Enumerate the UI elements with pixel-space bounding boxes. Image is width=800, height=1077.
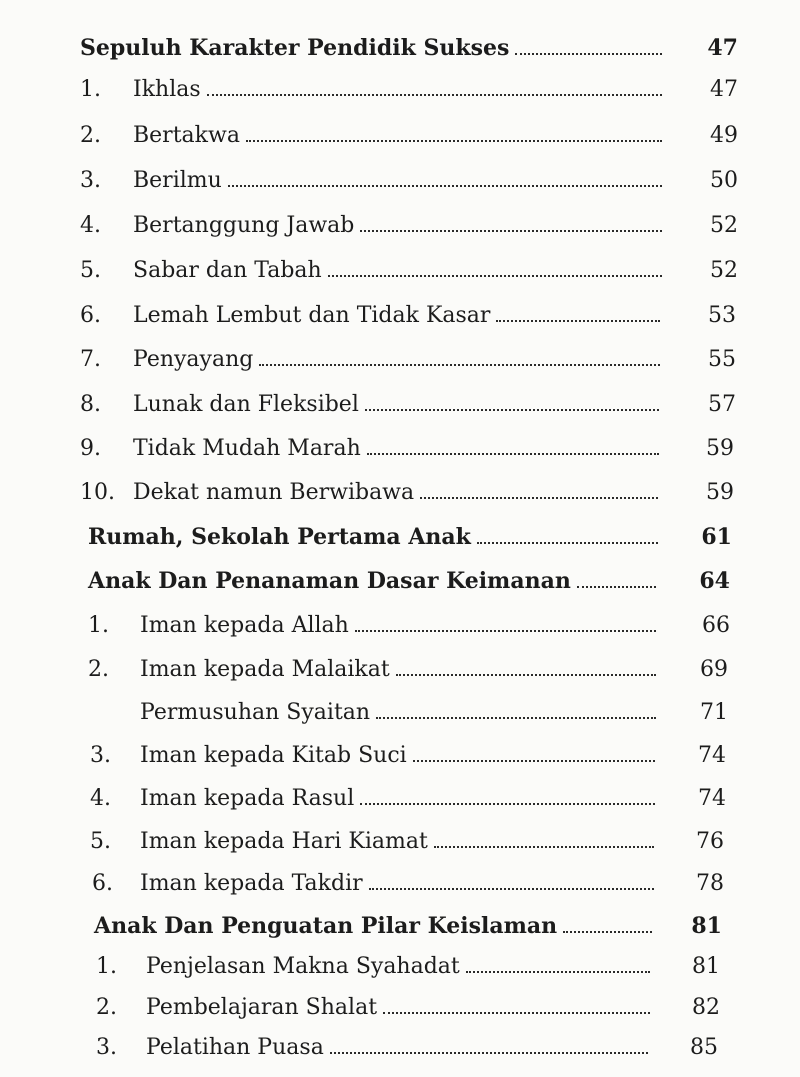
entry-title-line xyxy=(133,161,662,201)
page-number: 64 xyxy=(699,568,730,594)
toc-entry-row[interactable] xyxy=(0,736,800,776)
entry-number: 5. xyxy=(90,829,111,854)
entry-number: 8. xyxy=(80,392,101,417)
entry-number: 10. xyxy=(80,480,115,505)
dot-leader xyxy=(496,318,660,322)
toc-entry-row[interactable] xyxy=(0,1028,800,1068)
entry-title-line xyxy=(133,70,662,110)
dot-leader xyxy=(355,628,656,632)
entry-title: Iman kepada Kitab Suci xyxy=(140,743,407,768)
entry-title: Berilmu xyxy=(133,168,222,193)
toc-entry-row[interactable] xyxy=(0,947,800,987)
toc-entry-row[interactable] xyxy=(0,864,800,904)
entry-title: Iman kepada Rasul xyxy=(140,786,355,811)
entry-title-line xyxy=(140,822,654,862)
toc-entry-row[interactable] xyxy=(0,988,800,1028)
entry-number: 3. xyxy=(96,1035,117,1060)
toc-entry-row[interactable] xyxy=(0,70,800,110)
dot-leader xyxy=(420,495,658,499)
toc-entry-row[interactable] xyxy=(0,340,800,380)
entry-title: Penyayang xyxy=(133,347,254,372)
entry-title-line xyxy=(140,693,656,733)
page-number: 49 xyxy=(710,123,738,148)
dot-leader xyxy=(360,228,662,232)
entry-title: Dekat namun Berwibawa xyxy=(133,480,415,505)
toc-entry-row[interactable] xyxy=(0,116,800,156)
page-number: 74 xyxy=(698,743,726,768)
entry-title: Iman kepada Malaikat xyxy=(140,657,390,682)
entry-title-line xyxy=(133,473,658,513)
entry-title-line xyxy=(94,906,652,946)
page-number: 57 xyxy=(708,392,736,417)
toc-heading-row[interactable] xyxy=(0,517,800,557)
dot-leader xyxy=(360,801,655,805)
entry-title-line xyxy=(146,988,650,1028)
entry-title-line xyxy=(133,296,660,336)
entry-title-line xyxy=(88,561,656,601)
page-number: 50 xyxy=(710,168,738,193)
dot-leader xyxy=(376,715,656,719)
page-number: 52 xyxy=(710,258,738,283)
entry-title-line xyxy=(146,1028,648,1068)
entry-title: Lemah Lembut dan Tidak Kasar xyxy=(133,303,491,328)
toc-entry-row[interactable] xyxy=(0,606,800,646)
entry-title-line xyxy=(140,606,656,646)
dot-leader xyxy=(577,584,656,588)
entry-number: 6. xyxy=(80,303,101,328)
dot-leader xyxy=(369,886,654,890)
entry-title-line xyxy=(140,650,656,690)
entry-number: 1. xyxy=(96,954,117,979)
toc-heading-row[interactable] xyxy=(0,561,800,601)
dot-leader xyxy=(365,407,659,411)
toc-entry-row[interactable] xyxy=(0,206,800,246)
entry-title-line xyxy=(88,517,658,557)
page-number: 52 xyxy=(710,213,738,238)
entry-number: 1. xyxy=(80,77,101,102)
toc-entry-row[interactable] xyxy=(0,693,800,733)
entry-number: 5. xyxy=(80,258,101,283)
toc-heading-row[interactable] xyxy=(0,906,800,946)
entry-title-line xyxy=(133,340,660,380)
dot-leader xyxy=(259,362,660,366)
entry-title-line xyxy=(133,251,662,291)
entry-title: Rumah, Sekolah Pertama Anak xyxy=(88,524,471,550)
dot-leader xyxy=(434,844,654,848)
toc-entry-row[interactable] xyxy=(0,161,800,201)
entry-title-line xyxy=(140,736,655,776)
entry-title: Anak Dan Penguatan Pilar Keislaman xyxy=(94,913,558,939)
dot-leader xyxy=(466,969,650,973)
entry-number: 3. xyxy=(90,743,111,768)
entry-title: Tidak Mudah Marah xyxy=(133,436,361,461)
entry-title: Bertakwa xyxy=(133,123,240,148)
toc-entry-row[interactable] xyxy=(0,429,800,469)
entry-title-line xyxy=(133,206,662,246)
dot-leader xyxy=(207,92,662,96)
page-number: 66 xyxy=(702,613,730,638)
page-number: 74 xyxy=(698,786,726,811)
entry-number: 7. xyxy=(80,347,101,372)
page-number: 59 xyxy=(706,436,734,461)
entry-title: Pembelajaran Shalat xyxy=(146,995,378,1020)
page-number: 76 xyxy=(696,829,724,854)
entry-number: 6. xyxy=(92,871,113,896)
dot-leader xyxy=(246,138,662,142)
entry-title-line xyxy=(133,116,662,156)
page-number: 61 xyxy=(701,524,732,550)
dot-leader xyxy=(413,758,655,762)
dot-leader xyxy=(328,273,662,277)
entry-number: 4. xyxy=(80,213,101,238)
page-number: 47 xyxy=(710,77,738,102)
entry-title: Iman kepada Allah xyxy=(140,613,349,638)
page-number: 59 xyxy=(706,480,734,505)
toc-entry-row[interactable] xyxy=(0,296,800,336)
page-number: 81 xyxy=(691,913,722,939)
entry-title: Sepuluh Karakter Pendidik Sukses xyxy=(80,35,510,61)
toc-entry-row[interactable] xyxy=(0,385,800,425)
entry-number: 2. xyxy=(96,995,117,1020)
entry-title-line xyxy=(146,947,650,987)
page-number: 85 xyxy=(690,1035,718,1060)
entry-title: Bertanggung Jawab xyxy=(133,213,355,238)
entry-title-line xyxy=(80,28,662,68)
entry-title-line xyxy=(133,429,659,469)
entry-title: Iman kepada Hari Kiamat xyxy=(140,829,428,854)
page-number: 81 xyxy=(692,954,720,979)
entry-number: 2. xyxy=(80,123,101,148)
dot-leader xyxy=(383,1010,650,1014)
toc-entry-row[interactable] xyxy=(0,650,800,690)
toc-heading-row[interactable] xyxy=(0,28,800,68)
entry-title: Sabar dan Tabah xyxy=(133,258,322,283)
entry-number: 9. xyxy=(80,436,101,461)
entry-number: 1. xyxy=(88,613,109,638)
toc-entry-row[interactable] xyxy=(0,473,800,513)
dot-leader xyxy=(367,451,659,455)
entry-title: Iman kepada Takdir xyxy=(140,871,363,896)
entry-title: Lunak dan Fleksibel xyxy=(133,392,359,417)
page-number: 47 xyxy=(707,35,738,61)
entry-number: 3. xyxy=(80,168,101,193)
entry-title: Anak Dan Penanaman Dasar Keimanan xyxy=(88,568,571,594)
toc-entry-row[interactable] xyxy=(0,779,800,819)
entry-title: Permusuhan Syaitan xyxy=(140,700,371,725)
entry-title-line xyxy=(140,864,654,904)
entry-number: 4. xyxy=(90,786,111,811)
dot-leader xyxy=(228,183,662,187)
entry-number: 2. xyxy=(88,657,109,682)
toc-entry-row[interactable] xyxy=(0,822,800,862)
entry-title-line xyxy=(140,779,655,819)
dot-leader xyxy=(477,540,658,544)
entry-title: Pelatihan Puasa xyxy=(146,1035,324,1060)
dot-leader xyxy=(330,1050,648,1054)
page-number: 69 xyxy=(700,657,728,682)
page-number: 71 xyxy=(700,700,728,725)
page-number: 53 xyxy=(708,303,736,328)
entry-title: Ikhlas xyxy=(133,77,201,102)
entry-title: Penjelasan Makna Syahadat xyxy=(146,954,460,979)
dot-leader xyxy=(396,672,656,676)
page-number: 82 xyxy=(692,995,720,1020)
dot-leader xyxy=(563,929,652,933)
dot-leader xyxy=(515,51,662,55)
page-number: 55 xyxy=(708,347,736,372)
entry-title-line xyxy=(133,385,659,425)
page-number: 78 xyxy=(696,871,724,896)
toc-entry-row[interactable] xyxy=(0,251,800,291)
